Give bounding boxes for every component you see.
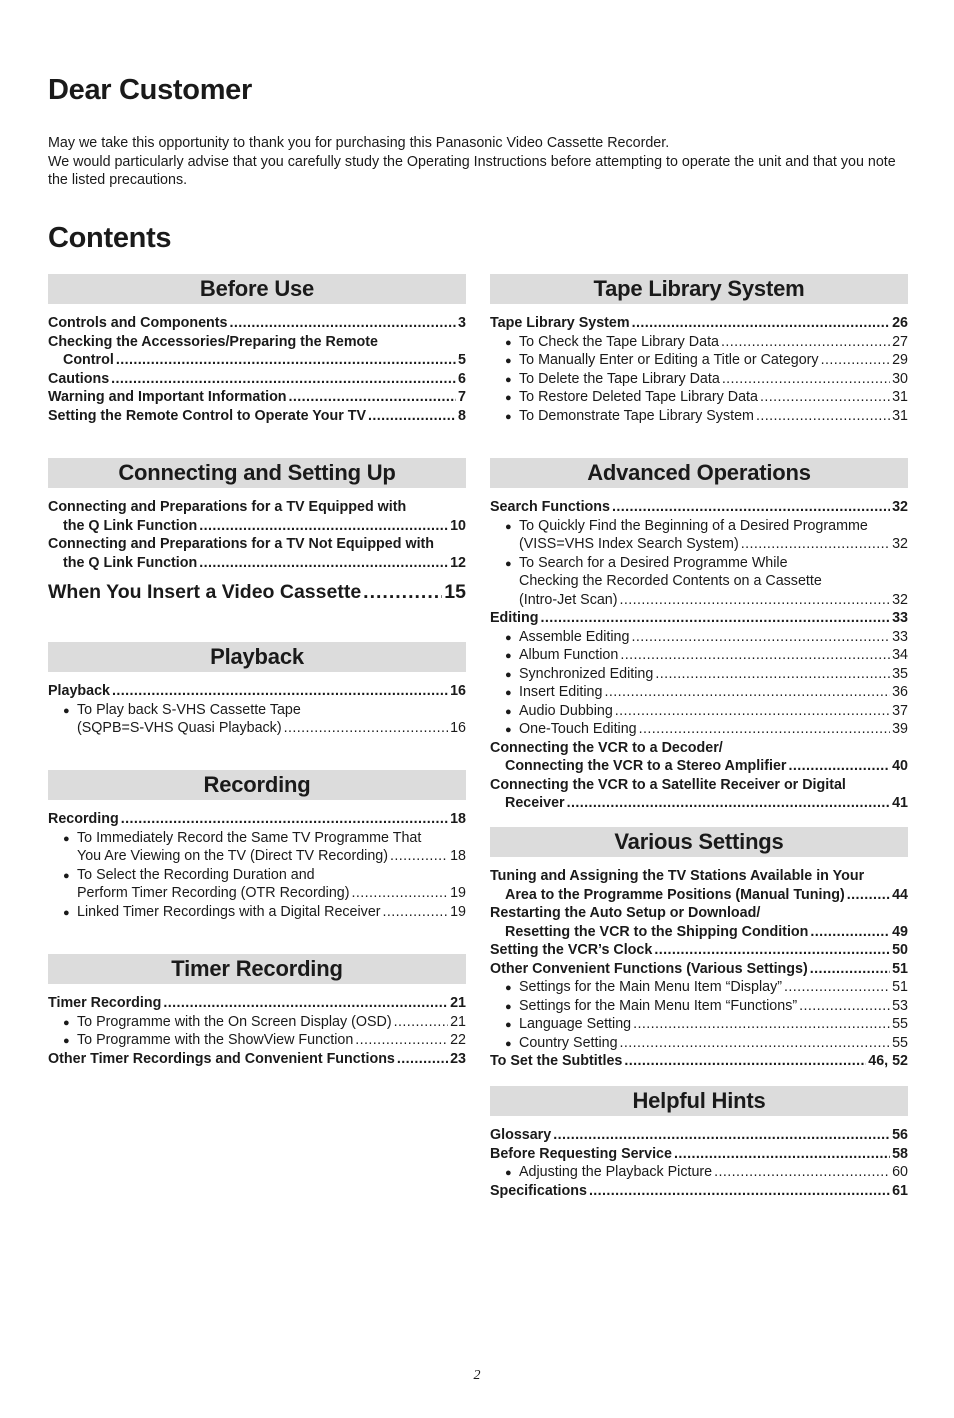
section-entries [490, 499, 908, 814]
toc-entry-title: To Set the Subtitles [490, 1053, 623, 1069]
bullet-icon: ● [505, 557, 512, 570]
toc-entry [490, 647, 908, 666]
toc-entry [490, 998, 908, 1017]
toc-entry [48, 581, 466, 607]
section-heading: Connecting and Setting Up [48, 458, 466, 488]
toc-entry [490, 887, 908, 906]
dot-leader [352, 885, 449, 901]
toc-page-number: 55 [892, 1016, 908, 1032]
toc-page-number: 6 [458, 370, 466, 387]
bullet-icon: ● [505, 336, 512, 349]
toc-entry [48, 371, 466, 390]
dot-leader [721, 334, 890, 350]
dot-leader [615, 703, 890, 719]
toc-entry-title: To Check the Tape Library Data [519, 333, 720, 350]
toc-entry-title: To Manually Enter or Editing a Title or Category [519, 352, 819, 368]
bullet-icon: ● [505, 1000, 512, 1013]
toc-page-number: 40 [892, 758, 908, 774]
bullet-icon: ● [505, 982, 512, 994]
dot-leader [111, 371, 456, 387]
toc-entry [490, 1016, 908, 1035]
toc-entry-title: (Intro-Jet Scan) [519, 591, 618, 608]
toc-page-number: 33 [892, 628, 908, 645]
toc-entry-title: Timer Recording [48, 995, 162, 1011]
dot-leader [383, 904, 449, 920]
dot-leader [674, 1146, 890, 1162]
toc-entry [48, 867, 466, 886]
toc-entry [490, 1183, 908, 1202]
toc-entry [490, 334, 908, 353]
section-helpful-hints [490, 1086, 908, 1201]
toc-page-number: 51 [892, 979, 908, 995]
dot-leader [632, 315, 891, 331]
bullet-icon: ● [63, 906, 70, 919]
toc-entry-title: To Play back S-VHS Cassette Tape [77, 701, 301, 718]
toc-page-number: 23 [450, 1050, 466, 1067]
toc-entry-title: Checking the Recorded Contents on a Cassette [519, 573, 822, 589]
bullet-icon: ● [505, 668, 512, 681]
toc-entry [490, 555, 908, 574]
toc-entry [490, 740, 908, 759]
dot-leader [230, 315, 457, 331]
toc-page-number: 34 [892, 647, 908, 663]
section-heading: Timer Recording [48, 954, 466, 984]
toc-entry-title: Area to the Programme Positions (Manual Tuning) [505, 886, 845, 903]
toc-entry-title: Connecting the VCR to a Stereo Amplifier [505, 758, 787, 774]
toc-entry-title: Search Functions [490, 499, 610, 515]
toc-entry-title: Cautions [48, 370, 110, 387]
section-recording [48, 770, 466, 922]
toc-page-number: 12 [450, 554, 466, 571]
dot-leader [631, 629, 890, 645]
toc-page-number: 44 [892, 886, 908, 903]
toc-entry [490, 979, 908, 998]
section-entries [490, 868, 908, 1072]
toc-entry [490, 1146, 908, 1165]
toc-entry-title: Glossary [490, 1127, 552, 1143]
toc-entry [490, 868, 908, 887]
toc-entry [490, 629, 908, 648]
intro-text [48, 134, 908, 190]
toc-entry-title: (SQPB=S-VHS Quasi Playback) [77, 720, 282, 736]
dot-leader [784, 979, 890, 995]
toc-entry [48, 995, 466, 1014]
toc-entry [48, 352, 466, 371]
toc-entry-title: Tape Library System [490, 315, 630, 331]
toc-entry [490, 573, 908, 592]
toc-entry [490, 389, 908, 408]
toc-page-number: 16 [450, 683, 466, 699]
toc-entry [48, 408, 466, 427]
toc-page-number: 3 [458, 315, 466, 331]
toc-entry-title: Settings for the Main Menu Item “Display” [519, 979, 783, 995]
bullet-icon: ● [63, 1016, 70, 1029]
toc-page-number: 27 [892, 333, 908, 350]
bullet-icon: ● [505, 631, 512, 644]
toc-entry-title: Warning and Important Information [48, 389, 287, 405]
toc-entry [490, 1053, 908, 1072]
toc-page-number: 55 [892, 1034, 908, 1051]
toc-entry [48, 518, 466, 537]
dot-leader [620, 647, 890, 663]
toc-entry [490, 758, 908, 777]
toc-entry-title: Control [63, 352, 114, 368]
toc-page-number: 15 [444, 581, 466, 603]
intro-line-2: We would particularly advise that you carefully study the Operating Instructions before attempting to operate the unit and that you note the listed precautions. [48, 153, 896, 189]
toc-page-number: 41 [892, 795, 908, 811]
toc-entry [490, 499, 908, 518]
toc-page-number: 31 [892, 407, 908, 424]
toc-entry-title: Checking the Accessories/Preparing the Remote [48, 333, 378, 350]
section-heading: Various Settings [490, 827, 908, 857]
toc-page-number: 22 [450, 1032, 466, 1048]
dot-leader [639, 721, 890, 737]
toc-page-number: 46, 52 [868, 1053, 908, 1069]
toc-entry-title: Adjusting the Playback Picture [519, 1164, 713, 1180]
toc-entry [490, 518, 908, 537]
dot-leader [112, 683, 448, 699]
toc-entry [490, 1035, 908, 1054]
bullet-icon: ● [505, 1037, 512, 1050]
toc-entry-title: Assemble Editing [519, 628, 630, 645]
dot-leader [589, 1183, 890, 1199]
toc-page-number: 7 [458, 389, 466, 405]
toc-entry [48, 885, 466, 904]
toc-entry-title: Setting the Remote Control to Operate Your TV [48, 407, 366, 424]
section-heading: Playback [48, 642, 466, 672]
section-connecting [48, 458, 466, 607]
dot-leader [397, 1051, 448, 1067]
toc-page-number: 32 [892, 591, 908, 608]
dot-leader [604, 684, 890, 700]
toc-entry-title: Settings for the Main Menu Item “Functions” [519, 997, 798, 1014]
toc-entry-title: Restarting the Auto Setup or Download/ [490, 905, 761, 921]
page-title: Dear Customer [48, 74, 252, 106]
toc-page-number: 21 [450, 995, 466, 1011]
dot-leader [284, 720, 448, 736]
toc-entry-title: One-Touch Editing [519, 721, 637, 737]
toc-page-number: 29 [892, 352, 908, 368]
toc-entry-title: Resetting the VCR to the Shipping Condition [505, 923, 809, 940]
bullet-icon: ● [505, 520, 512, 533]
dot-leader [620, 592, 891, 608]
section-tape-library [490, 274, 908, 426]
toc-page-number: 30 [892, 370, 908, 387]
toc-entry [48, 830, 466, 849]
toc-entry [48, 811, 466, 830]
toc-entry [48, 848, 466, 867]
toc-entry [490, 408, 908, 427]
toc-entry-title: the Q Link Function [63, 517, 198, 534]
toc-entry [48, 499, 466, 518]
contents-title: Contents [48, 222, 172, 254]
dot-leader [624, 1053, 866, 1069]
section-entries [48, 811, 466, 922]
bullet-icon: ● [505, 1019, 512, 1031]
toc-entry-title: Language Setting [519, 1016, 632, 1032]
toc-entry [48, 702, 466, 721]
toc-entry-title: Recording [48, 811, 119, 827]
toc-entry-title: Receiver [505, 795, 565, 811]
toc-entry [490, 924, 908, 943]
dot-leader [368, 408, 456, 424]
dot-leader [363, 581, 442, 604]
bullet-icon: ● [63, 832, 70, 845]
dot-leader [760, 389, 890, 405]
toc-entry-title: Perform Timer Recording (OTR Recording) [77, 885, 350, 901]
toc-page-number: 19 [450, 903, 466, 920]
toc-page-number: 60 [892, 1164, 908, 1180]
section-heading: Before Use [48, 274, 466, 304]
toc-entry [48, 720, 466, 739]
bullet-icon: ● [505, 1167, 512, 1179]
toc-entry [48, 1014, 466, 1033]
toc-entry [490, 721, 908, 740]
toc-entry-title: To Programme with the ShowView Function [77, 1032, 354, 1048]
section-various [490, 827, 908, 1072]
toc-page-number: 39 [892, 721, 908, 737]
bullet-icon: ● [505, 687, 512, 699]
toc-entry [490, 961, 908, 980]
dot-leader [847, 887, 890, 903]
section-heading: Recording [48, 770, 466, 800]
toc-page-number: 33 [892, 610, 908, 626]
toc-page-number: 21 [450, 1013, 466, 1030]
dot-leader [121, 811, 448, 827]
toc-entry-title: Other Convenient Functions (Various Settings) [490, 960, 808, 977]
toc-entry-title: Other Timer Recordings and Convenient Functions [48, 1050, 395, 1067]
dot-leader [821, 352, 891, 368]
toc-entry-title: To Search for a Desired Programme While [519, 554, 788, 571]
toc-entry-title: Linked Timer Recordings with a Digital Receiver [77, 903, 381, 920]
toc-entry-title: Controls and Components [48, 315, 228, 331]
section-entries [48, 995, 466, 1069]
toc-entry-title: Synchronized Editing [519, 665, 654, 682]
dot-leader [567, 795, 890, 811]
toc-page-number: 35 [892, 665, 908, 682]
toc-entry-title: To Demonstrate Tape Library System [519, 407, 754, 424]
toc-entry [490, 371, 908, 390]
toc-entry [48, 1032, 466, 1051]
bullet-icon: ● [505, 392, 512, 404]
toc-entry-title: Before Requesting Service [490, 1145, 672, 1162]
toc-entry [48, 536, 466, 555]
dot-leader [741, 536, 890, 552]
bullet-icon: ● [63, 1035, 70, 1047]
toc-entry-title: Editing [490, 610, 539, 626]
toc-page-number: 10 [450, 517, 466, 534]
toc-entry [48, 904, 466, 923]
toc-page-number: 19 [450, 885, 466, 901]
bullet-icon: ● [63, 704, 70, 717]
bullet-icon: ● [505, 705, 512, 718]
dot-leader [655, 666, 890, 682]
section-entries [490, 315, 908, 426]
dot-leader [199, 555, 448, 571]
section-entries [490, 1127, 908, 1201]
dot-leader [355, 1032, 448, 1048]
section-heading: Tape Library System [490, 274, 908, 304]
dot-leader [612, 499, 890, 515]
toc-entry [490, 536, 908, 555]
toc-entry [490, 905, 908, 924]
bullet-icon: ● [505, 355, 512, 367]
dot-leader [553, 1127, 890, 1143]
dot-leader [810, 961, 890, 977]
toc-page-number: 36 [892, 684, 908, 700]
toc-entry [490, 795, 908, 814]
toc-entry [490, 684, 908, 703]
dot-leader [810, 924, 890, 940]
toc-entry [48, 334, 466, 353]
bullet-icon: ● [505, 410, 512, 423]
toc-page-number: 32 [892, 499, 908, 515]
dot-leader [199, 518, 448, 534]
toc-entry [490, 1127, 908, 1146]
toc-page-number: 18 [450, 811, 466, 827]
toc-entry-title: To Quickly Find the Beginning of a Desired Programme [519, 517, 868, 534]
toc-entry-title: To Select the Recording Duration and [77, 866, 315, 883]
toc-entry-title: Tuning and Assigning the TV Stations Available in Your [490, 868, 865, 884]
toc-entry [490, 592, 908, 611]
dot-leader [654, 942, 890, 958]
toc-entry [490, 1164, 908, 1183]
toc-entry-title: Connecting the VCR to a Satellite Receiver or Digital [490, 776, 846, 793]
toc-page-number: 37 [892, 702, 908, 719]
dot-leader [289, 389, 457, 405]
toc-page-number: 16 [450, 720, 466, 736]
toc-page-number: 5 [458, 352, 466, 368]
section-heading: Advanced Operations [490, 458, 908, 488]
toc-page-number: 58 [892, 1145, 908, 1162]
toc-entry [490, 703, 908, 722]
toc-entry [48, 1051, 466, 1070]
toc-entry [490, 610, 908, 629]
section-before-use [48, 274, 466, 426]
toc-entry [490, 666, 908, 685]
toc-page-number: 31 [892, 389, 908, 405]
toc-entry-title: Album Function [519, 647, 619, 663]
toc-entry [48, 389, 466, 408]
dot-leader [633, 1016, 890, 1032]
toc-entry [490, 777, 908, 796]
intro-line-1: May we take this opportunity to thank you for purchasing this Panasonic Video Cassette Recorder. [48, 135, 670, 151]
toc-entry-title: To Delete the Tape Library Data [519, 370, 720, 387]
toc-entry-title: Connecting the VCR to a Decoder/ [490, 739, 723, 756]
page-number: 2 [473, 1368, 481, 1383]
toc-entry-title: Connecting and Preparations for a TV Not Equipped with [48, 536, 435, 552]
toc-entry-title: Playback [48, 683, 110, 699]
section-heading: Helpful Hints [490, 1086, 908, 1116]
toc-page-number: 53 [892, 997, 908, 1014]
toc-entry [490, 315, 908, 334]
toc-page-number: 61 [892, 1182, 908, 1199]
dot-leader [722, 371, 890, 387]
bullet-icon: ● [505, 373, 512, 386]
dot-leader [788, 758, 890, 774]
dot-leader [756, 408, 890, 424]
toc-entry-title: When You Insert a Video Cassette [48, 581, 362, 603]
section-entries [48, 683, 466, 739]
toc-entry-title: To Restore Deleted Tape Library Data [519, 389, 758, 405]
bullet-icon: ● [505, 724, 512, 736]
toc-entry-title: Country Setting [519, 1034, 618, 1051]
toc-entry-title: (VISS=VHS Index Search System) [519, 536, 739, 552]
toc-entry-title: Connecting and Preparations for a TV Equipped with [48, 499, 407, 515]
toc-entry-title: Audio Dubbing [519, 702, 613, 719]
dot-leader [116, 352, 456, 368]
toc-entry-title: Specifications [490, 1182, 587, 1199]
toc-page-number: 32 [892, 536, 908, 552]
toc-entry-title: To Immediately Record the Same TV Programme That [77, 829, 422, 846]
toc-entry-title: Setting the VCR’s Clock [490, 942, 653, 958]
toc-page-number: 8 [458, 407, 466, 424]
dot-leader [714, 1164, 890, 1180]
toc-entry [490, 942, 908, 961]
dot-leader [540, 610, 890, 626]
dot-leader [394, 1014, 448, 1030]
toc-page-number: 50 [892, 942, 908, 958]
toc-page-number: 18 [450, 848, 466, 864]
toc-page-number: 56 [892, 1127, 908, 1143]
toc-page-number: 51 [892, 960, 908, 977]
toc-entry-title: Insert Editing [519, 684, 603, 700]
section-advanced [490, 458, 908, 814]
section-entries [48, 499, 466, 607]
dot-leader [390, 848, 448, 864]
bullet-icon: ● [505, 650, 512, 662]
toc-entry-title: To Programme with the On Screen Display (OSD) [77, 1013, 392, 1030]
toc-entry [490, 352, 908, 371]
toc-entry [48, 683, 466, 702]
section-playback [48, 642, 466, 739]
toc-entry [48, 315, 466, 334]
section-entries [48, 315, 466, 426]
dot-leader [620, 1035, 891, 1051]
toc-entry [48, 555, 466, 574]
bullet-icon: ● [63, 869, 70, 882]
toc-page-number: 49 [892, 923, 908, 940]
toc-entry-title: You Are Viewing on the TV (Direct TV Recording) [77, 848, 388, 864]
section-timer-recording [48, 954, 466, 1069]
toc-page-number: 26 [892, 315, 908, 331]
dot-leader [799, 998, 890, 1014]
toc-entry-title: the Q Link Function [63, 554, 198, 571]
dot-leader [163, 995, 448, 1011]
